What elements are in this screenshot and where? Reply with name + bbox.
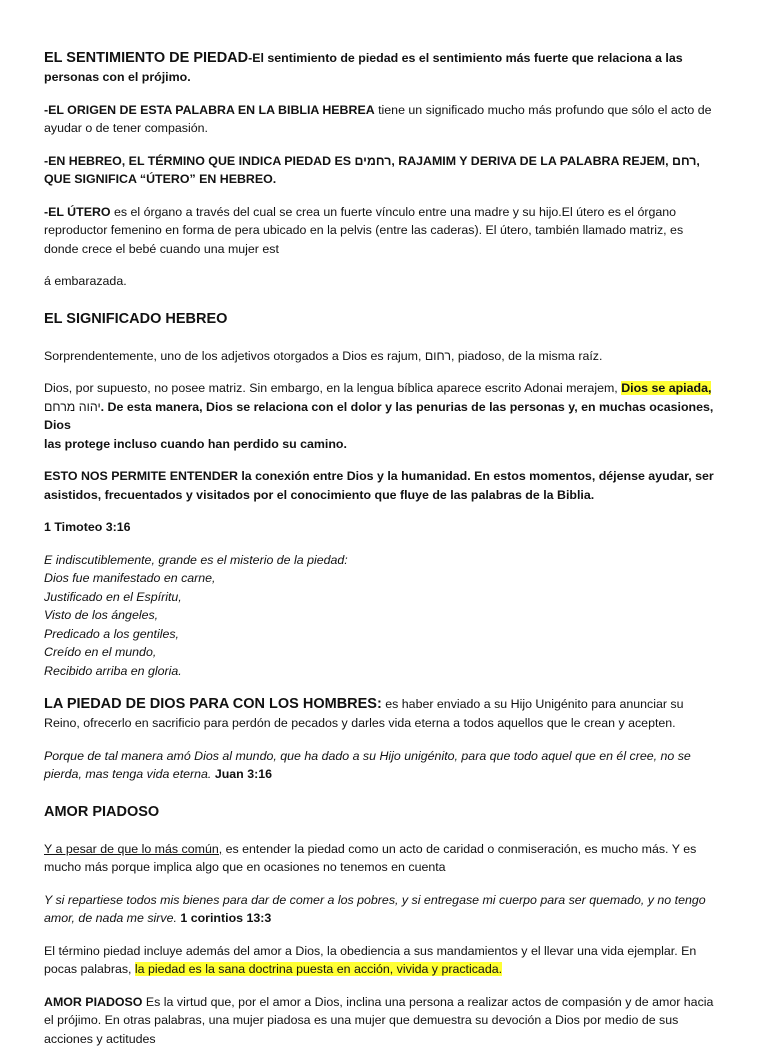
hebrew-word-rejem: רחם xyxy=(672,154,696,168)
paragraph-amor-piadoso: AMOR PIADOSO Es la virtud que, por el amor a Dios, inclina una persona a realizar actos de compasión y de amor hacia el prójimo. En otras palabras, una mujer piadosa es una mujer que demuestra su devoción a Dios por medio de sus acciones y actitudes xyxy=(44,993,724,1048)
paragraph-hebreo: -EN HEBREO, EL TÉRMINO QUE INDICA PIEDAD ES רחמים, RAJAMIM Y DERIVA DE LA PALABRA REJEM, רחם, QUE SIGNIFICA “ÚTERO” EN HEBREO. xyxy=(44,152,724,189)
verse-block-timoteo xyxy=(44,551,724,681)
hebrew-word-adonai-merajem: יהוה מרחם xyxy=(44,400,101,414)
verse-line: Predicado a los gentiles, xyxy=(44,625,724,644)
verse-line: Creído en el mundo, xyxy=(44,643,724,662)
verse-line: Justificado en el Espíritu, xyxy=(44,588,724,607)
paragraph-mas-comun: Y a pesar de que lo más común, es entender la piedad como un acto de caridad o conmiseración, es mucho más. Y es mucho más porque implica algo que en ocasiones no tenemos en cuenta xyxy=(44,840,724,877)
paragraph-origen: -EL ORIGEN DE ESTA PALABRA EN LA BIBLIA HEBREA tiene un significado mucho más profundo que sólo el acto de ayudar o de tener compasión. xyxy=(44,101,724,138)
paragraph-corintios: Y si repartiese todos mis bienes para dar de comer a los pobres, y si entregase mi cuerpo para ser quemado, y no tengo amor, de nada me sirve. 1 corintios 13:3 xyxy=(44,891,724,928)
verse-line: E indiscutiblemente, grande es el misterio de la piedad: xyxy=(44,551,724,570)
heading-sentimiento: EL SENTIMIENTO DE PIEDAD xyxy=(44,50,248,66)
paragraph-merajem: Dios, por supuesto, no posee matriz. Sin embargo, en la lengua bíblica aparece escrito Adonai merajem, Dios se apiada, יהוה מרחם. De esta manera, Dios se relaciona con el dolor y las penurias de las personas y, en muchas ocasiones, Dios las protege incluso cuando han perdido su camino. xyxy=(44,379,724,453)
verse-line: Visto de los ángeles, xyxy=(44,606,724,625)
paragraph-piedad-de-dios: LA PIEDAD DE DIOS PARA CON LOS HOMBRES: es haber enviado a su Hijo Unigénito para anunciar su Reino, ofrecerlo en sacrificio para perdón de pecados y darles vida eterna a todos aquellos que le crean y acepten. xyxy=(44,694,724,733)
paragraph-rajum: Sorprendentemente, uno de los adjetivos otorgados a Dios es rajum, רחום, piadoso, de la misma raíz. xyxy=(44,347,724,366)
heading-amor-piadoso: AMOR PIADOSO xyxy=(44,802,724,822)
highlight-sana-doctrina: la piedad es la sana doctrina puesta en acción, vivida y practicada. xyxy=(135,962,502,976)
verse-line: Dios fue manifestado en carne, xyxy=(44,569,724,588)
paragraph-juan: Porque de tal manera amó Dios al mundo, que ha dado a su Hijo unigénito, para que todo aquel que en él cree, no se pierda, mas tenga vida eterna. Juan 3:16 xyxy=(44,747,724,784)
heading-piedad-de-dios: LA PIEDAD DE DIOS PARA CON LOS HOMBRES: xyxy=(44,696,382,712)
paragraph-embarazada: á embarazada. xyxy=(44,272,724,291)
hebrew-word-rajamim: רחמים xyxy=(355,154,392,168)
paragraph-termino-piedad: El término piedad incluye además del amor a Dios, la obediencia a sus mandamientos y el llevar una vida ejemplar. En pocas palabras, la piedad es la sana doctrina puesta en acción, vivida y practicada. xyxy=(44,942,724,979)
verse-line: Recibido arriba en gloria. xyxy=(44,662,724,681)
hebrew-word-rajum: רחום xyxy=(425,349,451,363)
heading-significado-hebreo: EL SIGNIFICADO HEBREO xyxy=(44,309,724,329)
reference-juan: Juan 3:16 xyxy=(215,767,272,781)
reference-timoteo: 1 Timoteo 3:16 xyxy=(44,518,724,537)
paragraph-conexion: ESTO NOS PERMITE ENTENDER la conexión entre Dios y la humanidad. En estos momentos, déjense ayudar, ser asistidos, frecuentados y visitados por el conocimiento que fluye de las palabras de la Biblia. xyxy=(44,467,724,504)
highlight-dios-se-apiada: Dios se apiada, xyxy=(621,381,711,395)
reference-corintios: 1 corintios 13:3 xyxy=(180,911,271,925)
paragraph-sentimiento: EL SENTIMIENTO DE PIEDAD-El sentimiento de piedad es el sentimiento más fuerte que relaciona a las personas con el prójimo. xyxy=(44,48,724,87)
paragraph-utero: -EL ÚTERO es el órgano a través del cual se crea un fuerte vínculo entre una madre y su hijo.El útero es el órgano reproductor femenino en forma de pera ubicado en la pelvis (entre las caderas). El útero, también llamado matriz, es donde crece el bebé cuando una mujer est xyxy=(44,203,724,259)
